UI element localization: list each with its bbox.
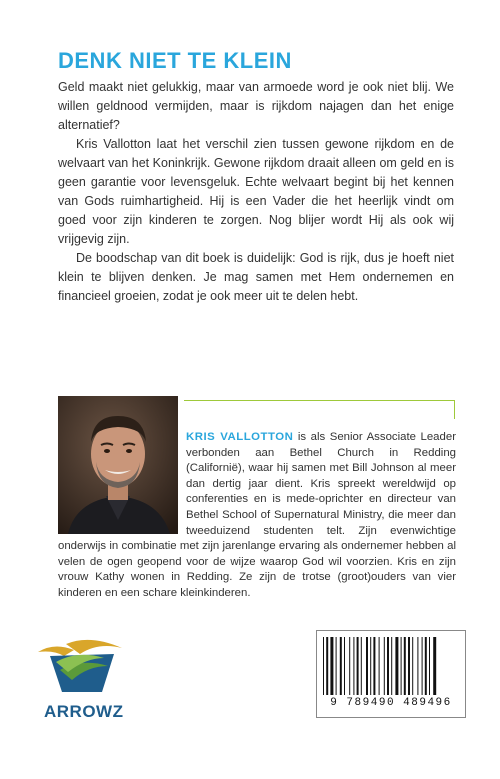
barcode-bar: [395, 637, 398, 695]
barcode-bar: [404, 637, 406, 695]
author-bio: [58, 430, 456, 602]
barcode-bar: [391, 637, 392, 695]
barcode-bar: [422, 637, 423, 695]
blurb-paragraph-2: Kris Vallotton laat het verschil zien tussen gewone rijkdom en de welvaart van het Koninkrijk. Gewone rijkdom draait alleen om geld en is geen garantie voor levensgeluk. Echte welvaart begint bij het kennen van Gods ruimhartigheid. Hij is een Vader die het heerlijk vindt om goed voor zijn kinderen te zorgen. Nog blijer wordt Hij als ook wij vrijgevig zijn.: [58, 137, 454, 246]
barcode-bar: [408, 637, 410, 695]
author-name: KRIS VALLOTTON: [186, 431, 294, 443]
barcode-bars: [321, 637, 461, 695]
barcode-bar: [401, 637, 402, 695]
barcode-bar: [323, 637, 324, 695]
barcode-bar: [429, 637, 430, 695]
isbn-number: 9 789490 489496: [330, 697, 452, 709]
publisher-name: ARROWZ: [44, 702, 124, 721]
barcode-bar: [344, 637, 345, 695]
publisher-logo: [32, 636, 128, 696]
barcode-bar: [336, 637, 337, 695]
author-bio-text: is als Senior Associate Leader verbonden aan Bethel Church in Redding (Californië), waar hij samen met Bill Johnson al meer dan dertig jaar dient. Kris spreekt wereldwijd op conferenties en is mede-oprichter en directeur van Bethel School of Supernatural Ministry, die meer dan tweeduizend studenten telt. Zijn evenwichtige onderwijs in combinatie met zijn jarenlange ervaring als ondernemer hebben al velen de ogen geopend voor de wijze waarop God wil voorzien. Kris en zijn vrouw Kathy wonen in Redding. Ze zijn de trotse (groot)ouders van vier kinderen en een schare kleinkinderen.: [58, 431, 456, 599]
barcode-bar: [379, 637, 380, 695]
barcode-bar: [370, 637, 371, 695]
book-title: DENK NIET TE KLEIN: [58, 48, 292, 73]
barcode-bar: [433, 637, 436, 695]
barcode-bar: [417, 637, 418, 695]
barcode-bar: [361, 637, 362, 695]
barcode-bar: [353, 637, 354, 695]
author-section: [58, 396, 458, 607]
accent-bracket: [184, 400, 455, 419]
blurb-paragraph-1: Geld maakt niet gelukkig, maar van armoede word je ook niet blij. We willen geldnood vermijden, maar is rijkdom najagen dan het enige alternatief?: [58, 80, 454, 132]
barcode-bar: [387, 637, 389, 695]
barcode-bar: [326, 637, 328, 695]
barcode-bar: [425, 637, 427, 695]
barcode-bar: [384, 637, 385, 695]
blurb-paragraph-3: De boodschap van dit boek is duidelijk: God is rijk, dus je hoeft niet klein te blijven denken. Je mag samen met Hem ondernemen en financieel groeien, zodat je ook meer uit te delen hebt.: [58, 251, 454, 303]
isbn-barcode: [316, 630, 466, 718]
barcode-bar: [340, 637, 342, 695]
barcode-bar: [366, 637, 368, 695]
barcode-bar: [357, 637, 359, 695]
back-cover-blurb: [58, 78, 454, 306]
barcode-bar: [373, 637, 375, 695]
barcode-bar: [412, 637, 413, 695]
arrowz-logo-icon: [32, 636, 128, 696]
barcode-bar: [349, 637, 350, 695]
barcode-bar: [330, 637, 333, 695]
